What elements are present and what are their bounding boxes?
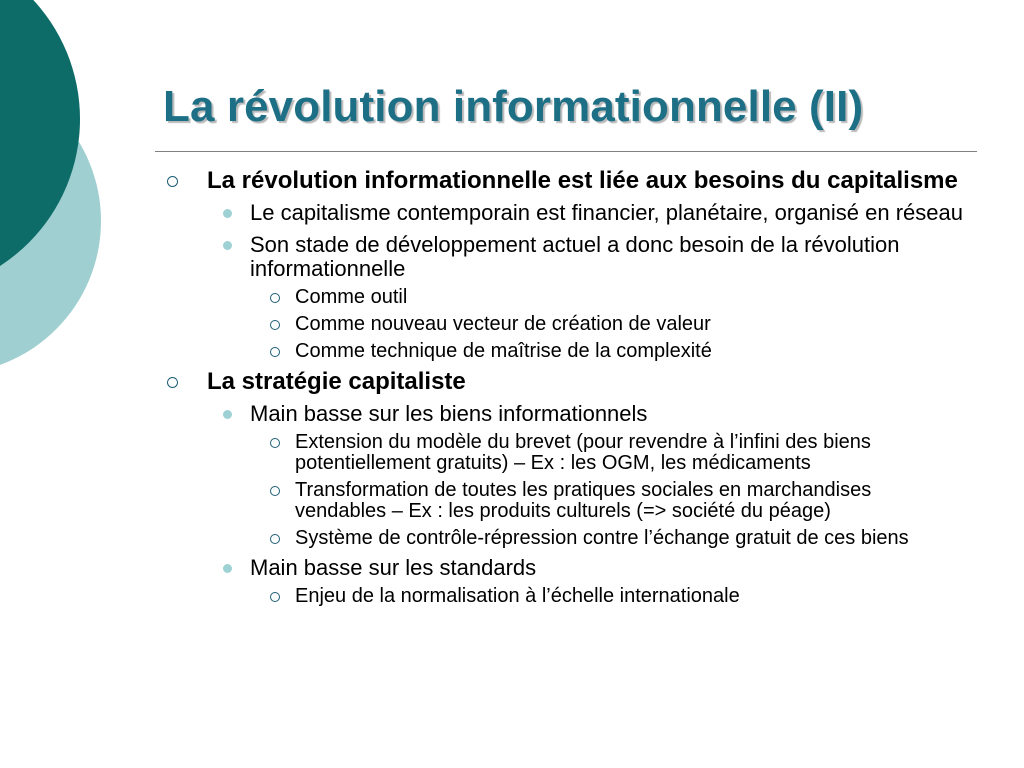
section-text: La révolution informationnelle est liée aux besoins du capitalisme <box>207 167 958 194</box>
ring-bullet-icon <box>270 293 280 303</box>
slide-title: La révolution informationnelle (II) <box>163 82 864 131</box>
ring-bullet-icon <box>270 347 280 357</box>
ring-bullet-icon <box>270 592 280 602</box>
square-bullet-icon <box>223 410 232 419</box>
list-item <box>166 556 966 580</box>
sub-list-item-text: Comme nouveau vecteur de création de valeur <box>295 313 711 335</box>
sub-list-item <box>166 314 966 335</box>
list-item-text: Main basse sur les standards <box>250 555 537 580</box>
list-item <box>166 201 966 225</box>
section-text: La stratégie capitaliste <box>207 368 466 395</box>
section-heading-2 <box>166 369 966 395</box>
sub-list-item <box>166 432 966 474</box>
ring-bullet-icon <box>270 534 280 544</box>
section-heading-1 <box>166 168 966 194</box>
sub-list-item-text: Comme outil <box>295 286 408 308</box>
square-bullet-icon <box>223 241 232 250</box>
list-item <box>166 402 966 426</box>
ring-bullet-icon <box>270 320 280 330</box>
list-item-text: Main basse sur les biens informationnels <box>250 401 648 426</box>
list-item-text: Le capitalisme contemporain est financier, planétaire, organisé en réseau <box>250 200 963 225</box>
sub-list-item <box>166 528 966 549</box>
ring-bullet-icon <box>270 486 280 496</box>
sub-list-item <box>166 480 966 522</box>
sub-list-item <box>166 287 966 308</box>
ring-bullet-icon <box>167 377 178 388</box>
sub-list-item <box>166 586 966 607</box>
ring-bullet-icon <box>167 176 178 187</box>
square-bullet-icon <box>223 209 232 218</box>
sub-list-item-text: Comme technique de maîtrise de la complexité <box>295 340 712 362</box>
list-item-text: Son stade de développement actuel a donc besoin de la révolution informationnelle <box>250 232 900 281</box>
list-item <box>166 233 966 281</box>
sub-list-item <box>166 341 966 362</box>
square-bullet-icon <box>223 564 232 573</box>
sub-list-item-text: Enjeu de la normalisation à l’échelle internationale <box>295 585 740 607</box>
slide-body <box>166 168 966 607</box>
ring-bullet-icon <box>270 438 280 448</box>
sub-list-item-text: Transformation de toutes les pratiques sociales en marchandises vendables – Ex : les produits culturels (=> société du péage) <box>295 479 872 522</box>
sub-list-item-text: Système de contrôle-répression contre l’échange gratuit de ces biens <box>295 527 909 549</box>
sub-list-item-text: Extension du modèle du brevet (pour revendre à l’infini des biens potentiellement gratuits) – Ex : les OGM, les médicaments <box>295 431 871 474</box>
title-divider <box>155 151 977 152</box>
